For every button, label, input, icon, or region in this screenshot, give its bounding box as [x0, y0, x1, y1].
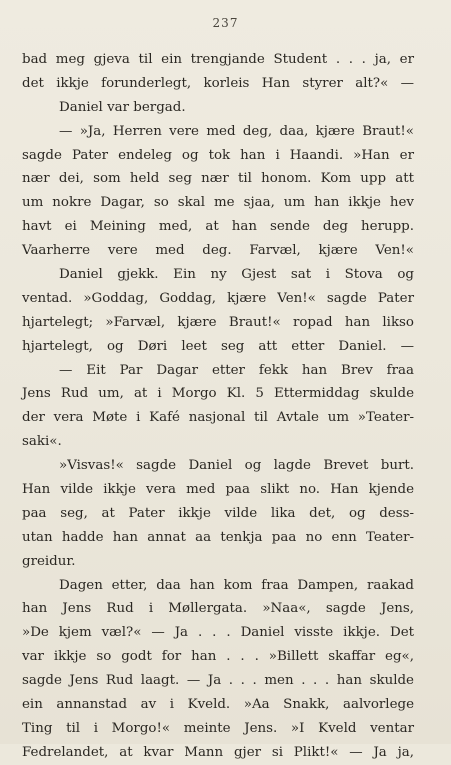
text-line: var ikkje so godt for han . . . »Billett skaffar eg«, [22, 649, 414, 665]
text-line: — Eit Par Dagar etter fekk han Brev fraa [59, 362, 414, 378]
text-line: Han vilde ikkje vera med paa slikt no. Han kjende [22, 482, 414, 498]
text-line: hjartelegt, og Døri leet seg att etter Daniel. — [22, 338, 414, 354]
text-line: havt ei Meining med, at han sende deg herupp. [22, 219, 414, 235]
text-line: Ting til i Morgo!« meinte Jens. »I Kveld ventar [22, 720, 414, 736]
text-line: um nokre Dagar, so skal me sjaa, um han ikkje hev [22, 195, 414, 211]
text-line: han Jens Rud i Møllergata. »Naa«, sagde Jens, [22, 601, 414, 617]
text-line: Fedrelandet, at kvar Mann gjer si Plikt!« — Ja ja, [22, 744, 414, 760]
text-line: der vera Møte i Kafé nasjonal til Avtale um »Teater- [22, 410, 414, 426]
text-line: saki«. [22, 434, 62, 450]
text-line: Jens Rud um, at i Morgo Kl. 5 Ettermiddag skulde [22, 386, 414, 402]
text-line: »De kjem væl?« — Ja . . . Daniel visste ikkje. Det [22, 625, 414, 641]
text-line: nær dei, som held seg nær til honom. Kom upp att [22, 171, 414, 187]
page-number: 237 [212, 16, 239, 30]
text-line: greidur. [22, 553, 76, 569]
text-line: sagde Jens Rud laagt. — Ja . . . men . . . han skulde [22, 673, 414, 689]
text-line: utan hadde han annat aa tenkja paa no enn Teater- [22, 529, 414, 545]
text-line: Daniel gjekk. Ein ny Gjest sat i Stova og [59, 267, 414, 283]
text-line: Vaarherre vere med deg. Farvæl, kjære Ven!« [22, 243, 414, 259]
text-line: ein annanstad av i Kveld. »Aa Snakk, aalvorlege [22, 697, 414, 713]
text-line: Dagen etter, daa han kom fraa Dampen, raakad [59, 577, 414, 593]
text-line: — »Ja, Herren vere med deg, daa, kjære Braut!« [59, 123, 414, 139]
text-line: ventad. »Goddag, Goddag, kjære Ven!« sagde Pater [22, 290, 414, 306]
text-line: det ikkje forunderlegt, korleis Han styrer alt?« — [22, 75, 414, 91]
text-line: hjartelegt; »Farvæl, kjære Braut!« ropad han likso [22, 314, 414, 330]
text-line: »Visvas!« sagde Daniel og lagde Brevet burt. [59, 458, 414, 474]
text-line: Daniel var bergad. [59, 99, 186, 115]
text-line: bad meg gjeva til ein trengjande Student . . . ja, er [22, 52, 414, 67]
text-line: sagde Pater endeleg og tok han i Haandi. »Han er [22, 147, 414, 163]
text-line: paa seg, at Pater ikkje vilde lika det, og dess- [22, 505, 414, 521]
body-text [22, 48, 414, 765]
